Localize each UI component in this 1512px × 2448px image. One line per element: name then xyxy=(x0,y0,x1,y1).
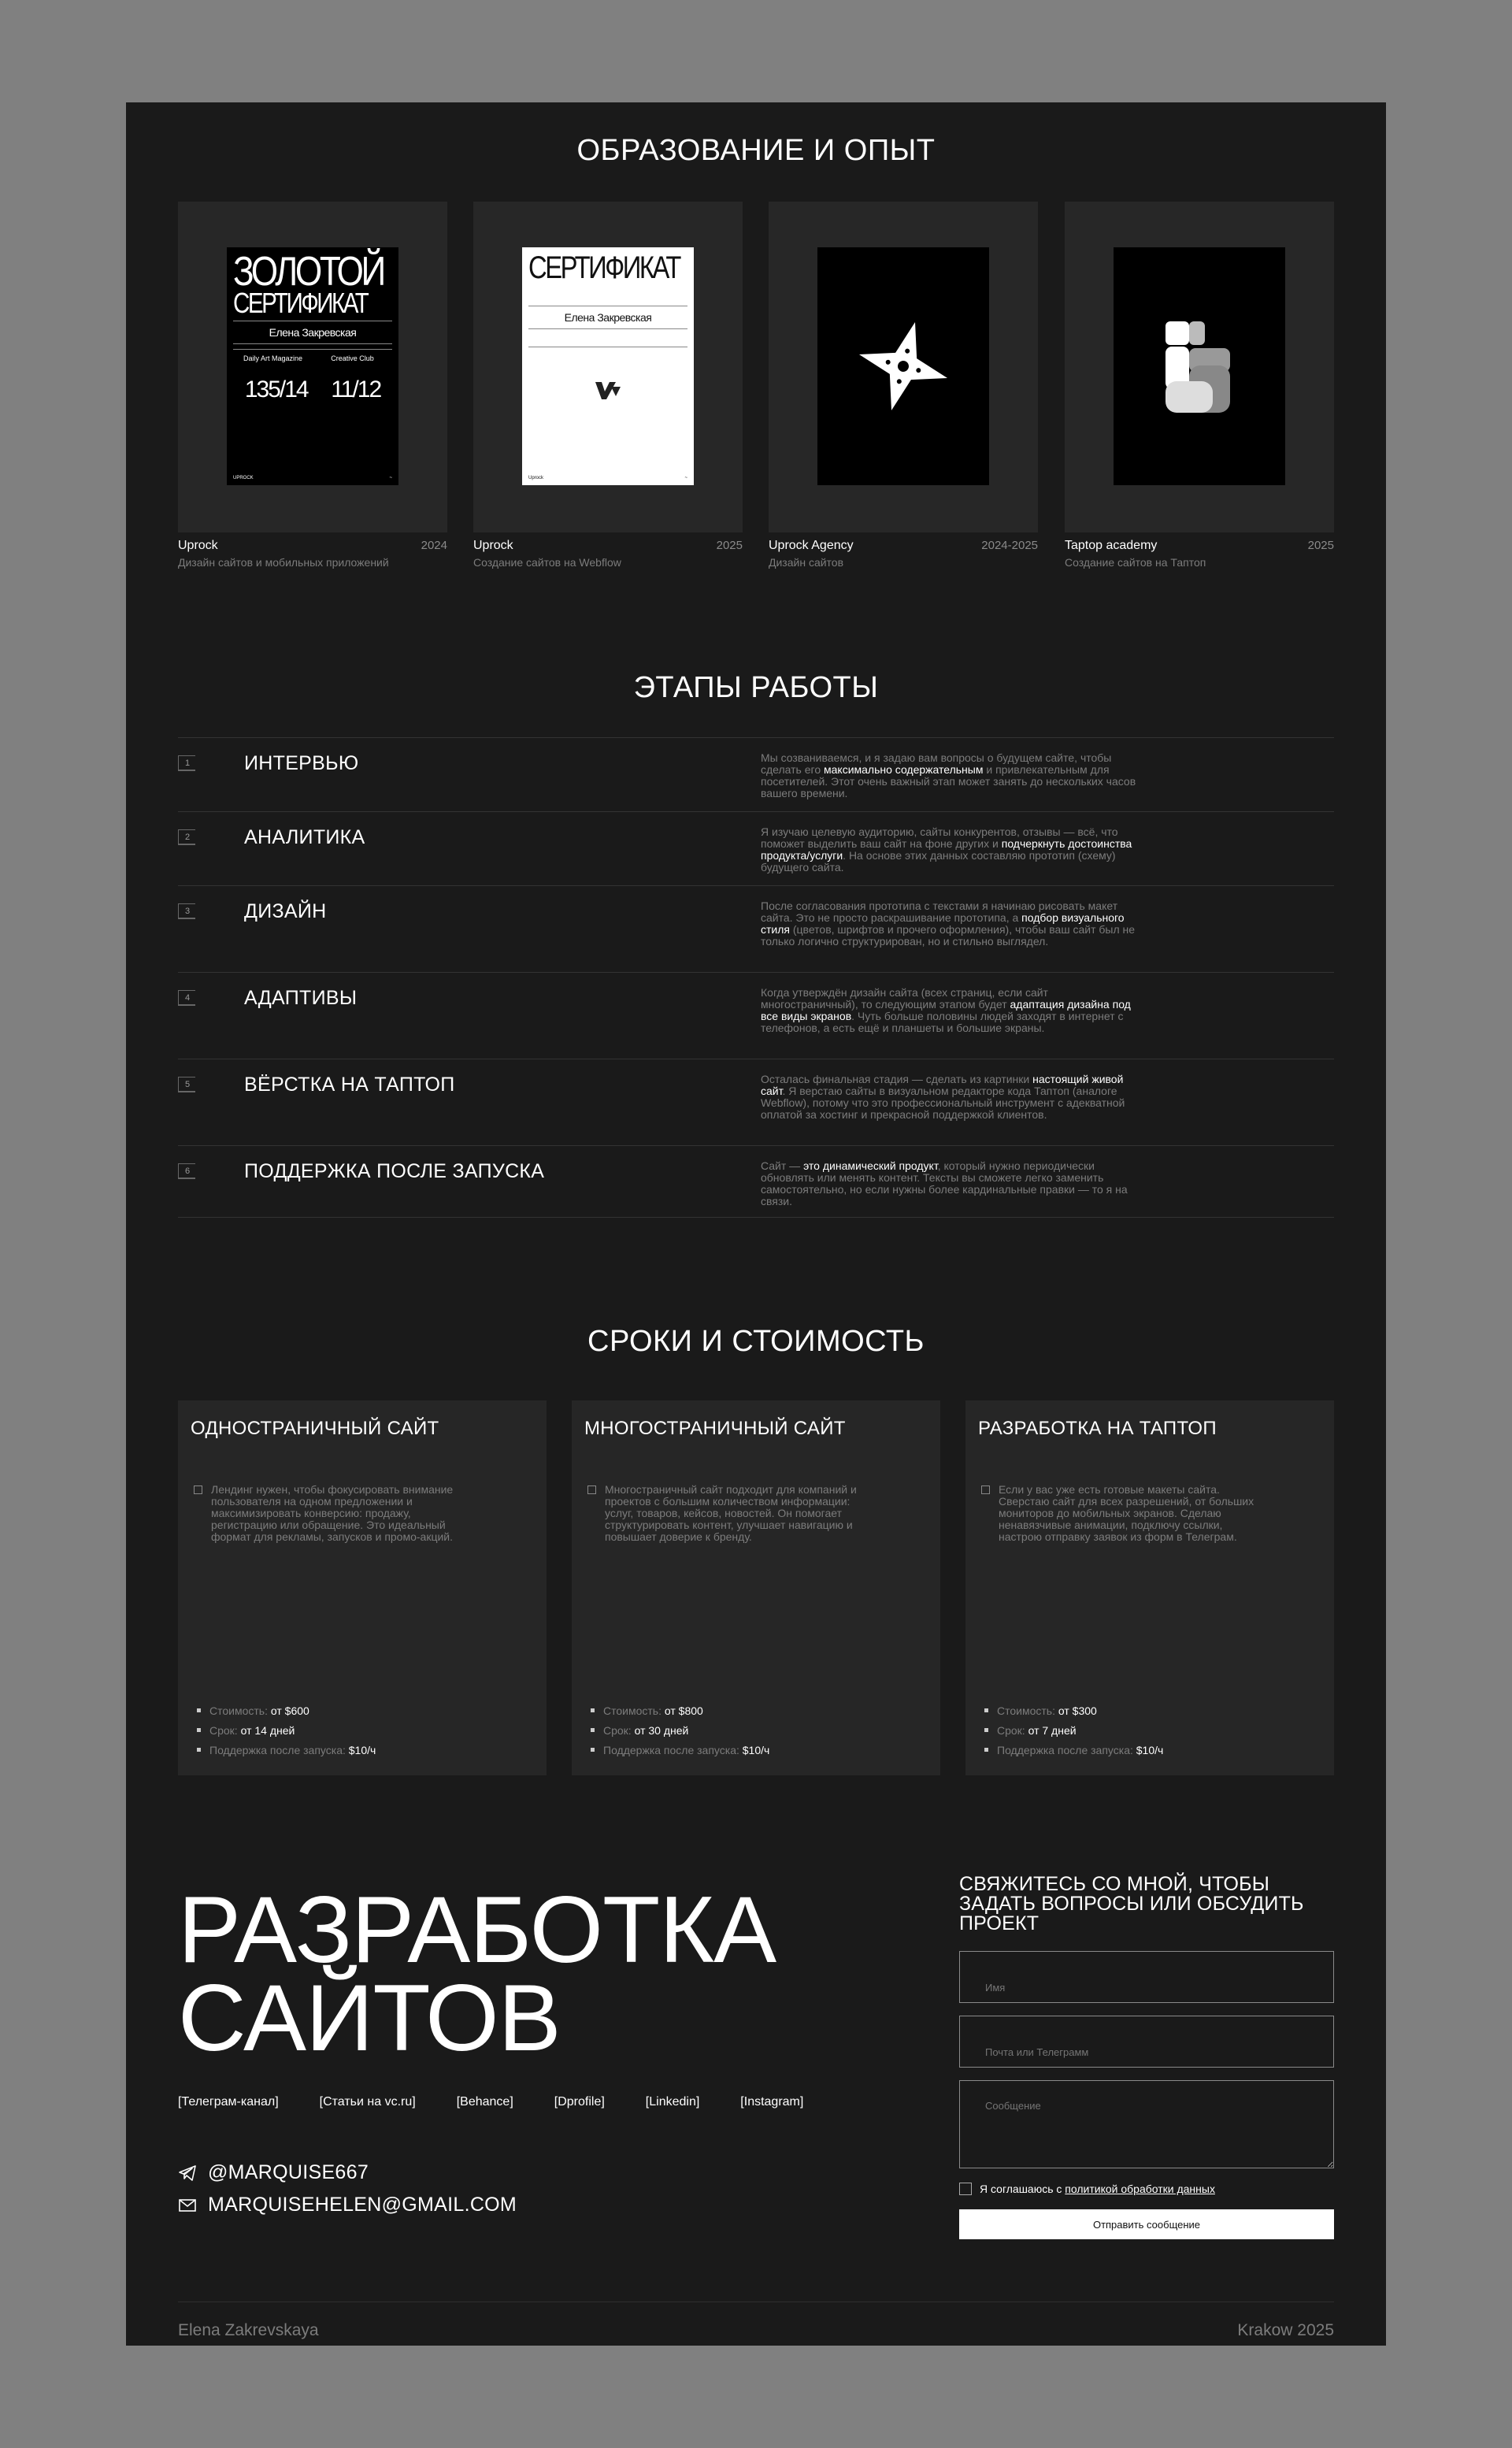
consent-text: Я соглашаюсь с политикой обработки данных xyxy=(980,2183,1215,2195)
stage-number: 2 xyxy=(178,829,195,845)
footer xyxy=(178,2301,1334,2340)
consent-row xyxy=(959,2183,1334,2195)
link-telegram-channel[interactable]: [Телеграм-канал] xyxy=(178,2095,279,2109)
page-container xyxy=(126,102,1386,2346)
consent-checkbox[interactable] xyxy=(959,2183,972,2195)
telegram-contact[interactable] xyxy=(178,2161,369,2184)
stage-name: АНАЛИТИКА xyxy=(244,826,365,848)
stage-name: АДАПТИВЫ xyxy=(244,987,358,1009)
stage-description: Мы созваниваемся, и я задаю вам вопросы о будущем сайте, чтобы сделать его максимально содержательным и привлекательным для посетителей. Этот очень важный этап может занять до нескольких часов вашего времени. xyxy=(761,751,1136,799)
link-vc-articles[interactable]: [Статьи на vc.ru] xyxy=(319,2095,416,2109)
education-year: 2024-2025 xyxy=(981,539,1038,552)
white-certificate-image: СЕРТИФИКАТ Елена Закревская Uprock ~ xyxy=(522,247,694,485)
education-desc: Дизайн сайтов и мобильных приложений xyxy=(178,556,389,569)
stage-name: ПОДДЕРЖКА ПОСЛЕ ЗАПУСКА xyxy=(244,1160,545,1182)
link-dprofile[interactable]: [Dprofile] xyxy=(554,2095,605,2109)
education-title: ОБРАЗОВАНИЕ И ОПЫТ xyxy=(576,134,936,167)
stage-number: 6 xyxy=(178,1163,195,1179)
stage-row xyxy=(178,811,1334,885)
email-contact[interactable] xyxy=(178,2194,517,2216)
name-input[interactable] xyxy=(959,1951,1334,2003)
education-card[interactable] xyxy=(473,202,743,569)
price-support: Поддержка после запуска: $10/ч xyxy=(195,1744,376,1756)
cert-num: 135/14 xyxy=(244,376,308,403)
education-year: 2024 xyxy=(421,539,447,552)
pricing-title: СРОКИ И СТОИМОСТЬ xyxy=(587,1325,925,1358)
hero-title xyxy=(178,1877,776,2071)
cert-name: Елена Закревская xyxy=(564,311,652,324)
education-card[interactable] xyxy=(178,202,447,569)
price-card-details xyxy=(589,1697,769,1756)
stage-number: 3 xyxy=(178,903,195,919)
education-desc: Дизайн сайтов xyxy=(769,556,844,569)
stage-row xyxy=(178,1145,1334,1218)
price-card xyxy=(178,1400,547,1775)
price-card-description: Лендинг нужен, чтобы фокусировать внимание пользователя на одном предложении и максимизировать конверсию: продажу, регистрацию или обращение. Это идеальный формат для рекламы, запусков и промо-акций. xyxy=(194,1484,469,1543)
stage-row xyxy=(178,885,1334,972)
education-card[interactable] xyxy=(1065,202,1334,569)
shuriken-icon xyxy=(817,247,989,485)
stage-name: ВЁРСТКА НА ТАПТОП xyxy=(244,1074,455,1096)
price-term: Срок: от 30 дней xyxy=(589,1724,769,1737)
price-term: Срок: от 7 дней xyxy=(983,1724,1163,1737)
stage-row xyxy=(178,1059,1334,1145)
education-thumb xyxy=(769,202,1038,532)
taptop-logo-icon xyxy=(1114,247,1285,485)
contact-section xyxy=(178,1875,1334,2346)
stage-number: 5 xyxy=(178,1077,195,1092)
education-section xyxy=(178,134,1334,569)
message-input[interactable] xyxy=(959,2080,1334,2168)
education-grid xyxy=(178,202,1334,572)
pricing-grid xyxy=(178,1400,1334,1779)
cert-heading: ЗОЛОТОЙ xyxy=(233,249,384,295)
price-cost: Стоимость: от $300 xyxy=(983,1704,1163,1717)
footer-location: Krakow 2025 xyxy=(1237,2321,1334,2339)
cert-nums xyxy=(233,376,392,403)
education-thumb xyxy=(473,202,743,532)
price-card-description: Если у вас уже есть готовые макеты сайта. Сверстаю сайт для всех разрешений, от больших мониторов до мобильных экранов. Сделаю ненавязчивые анимации, подключу ссылки, настрою отправку заявок из форм в Телеграм. xyxy=(981,1484,1257,1543)
stages-section xyxy=(178,671,1334,1207)
stage-number: 4 xyxy=(178,990,195,1006)
contact-input[interactable] xyxy=(959,2016,1334,2068)
stage-description: Я изучаю целевую аудиторию, сайты конкурентов, отзывы — всё, что поможет выделить ваш сайт на фоне других и подчеркнуть достоинства продукта/услуги. На основе этих данных составляю прототип (схему) будущего сайта. xyxy=(761,825,1132,873)
education-card[interactable] xyxy=(769,202,1038,569)
price-card-title: ОДНОСТРАНИЧНЫЙ САЙТ xyxy=(191,1418,439,1439)
cert-col: Creative Club xyxy=(331,354,374,363)
education-year: 2025 xyxy=(716,539,743,552)
privacy-policy-link[interactable]: политикой обработки данных xyxy=(1065,2183,1215,2195)
uprock-logo-icon xyxy=(592,379,624,402)
contact-form xyxy=(959,1875,1334,2239)
education-org: Uprock xyxy=(473,539,513,552)
price-card xyxy=(572,1400,940,1775)
education-year: 2025 xyxy=(1307,539,1334,552)
social-links xyxy=(178,2095,803,2109)
submit-button[interactable]: Отправить сообщение xyxy=(959,2209,1334,2239)
stage-description: Сайт — это динамический продукт, который нужно периодически обновлять или менять контент. Тексты вы сможете легко заменить самостоятельно, но если нужны более кардинальные правки — то я на связи. xyxy=(761,1159,1128,1207)
stage-description: Когда утверждён дизайн сайта (всех страниц, если сайт многостраничный), то следующим этапом будет адаптация дизайна под все виды экранов. Чуть больше половины людей заходят в интернет с телефонов, а есть ещё и планшеты и большие экраны. xyxy=(761,986,1131,1034)
cert-brand: UPROCK xyxy=(233,476,254,480)
stages-title: ЭТАПЫ РАБОТЫ xyxy=(633,671,879,704)
cert-col: Daily Art Magazine xyxy=(243,354,303,363)
agency-image xyxy=(817,247,989,485)
telegram-handle: @MARQUISE667 xyxy=(208,2161,369,2183)
taptop-image xyxy=(1114,247,1285,485)
price-term: Срок: от 14 дней xyxy=(195,1724,376,1737)
education-thumb xyxy=(1065,202,1334,532)
price-card-title: МНОГОСТРАНИЧНЫЙ САЙТ xyxy=(584,1418,846,1439)
link-linkedin[interactable]: [Linkedin] xyxy=(645,2095,700,2109)
stage-row xyxy=(178,972,1334,1059)
education-org: Uprock xyxy=(178,539,218,552)
education-desc: Создание сайтов на Webflow xyxy=(473,556,621,569)
cert-brand: Uprock xyxy=(528,476,544,480)
price-support: Поддержка после запуска: $10/ч xyxy=(983,1744,1163,1756)
form-title: СВЯЖИТЕСЬ СО МНОЙ, ЧТОБЫ ЗАДАТЬ ВОПРОСЫ ИЛИ ОБСУДИТЬ ПРОЕКТ xyxy=(959,1873,1304,1934)
price-card-details xyxy=(195,1697,376,1756)
stage-name: ИНТЕРВЬЮ xyxy=(244,752,359,774)
price-card-details xyxy=(983,1697,1163,1756)
stage-number: 1 xyxy=(178,755,195,771)
cert-num: 11/12 xyxy=(331,376,381,403)
education-desc: Создание сайтов на Таптоп xyxy=(1065,556,1206,569)
hero-title-line: РАЗРАБОТКА xyxy=(178,1877,776,1983)
email-address: MARQUISEHELEN@GMAIL.COM xyxy=(208,2194,517,2216)
cert-heading: СЕРТИФИКАТ xyxy=(528,250,680,285)
price-cost: Стоимость: от $800 xyxy=(589,1704,769,1717)
cert-name: Елена Закревская xyxy=(269,326,357,339)
hero-title-line: САЙТОВ xyxy=(178,1965,561,2071)
link-behance[interactable]: [Behance] xyxy=(456,2095,513,2109)
mail-icon xyxy=(178,2196,197,2215)
cert-heading: СЕРТИФИКАТ xyxy=(233,286,368,319)
stage-list xyxy=(178,737,1334,1218)
price-card-title: РАЗРАБОТКА НА ТАПТОП xyxy=(978,1418,1217,1439)
stage-description: Осталась финальная стадия — сделать из картинки настоящий живой сайт. Я верстаю сайты в визуальном редакторе кода Таптоп (аналоге Webflow), потому что это профессиональный инструмент с адекватной оплатой за хостинг и прекрасной поддержкой клиентов. xyxy=(761,1073,1125,1121)
price-cost: Стоимость: от $600 xyxy=(195,1704,376,1717)
education-org: Uprock Agency xyxy=(769,539,854,552)
stage-description: После согласования прототипа с текстами я начинаю рисовать макет сайта. Это не просто раскрашивание прототипа, а подбор визуального стиля (цветов, шрифтов и прочего оформления), чтобы ваш сайт был не только логично структурирован, но и стильно выглядел. xyxy=(761,899,1136,948)
footer-author: Elena Zakrevskaya xyxy=(178,2321,319,2339)
cert-row xyxy=(233,354,392,362)
education-org: Taptop academy xyxy=(1065,539,1158,552)
gold-certificate-image: ЗОЛОТОЙ СЕРТИФИКАТ Елена Закревская Daily Art Magazine Creative Club 135/14 11/12 UPROCK ~ xyxy=(227,247,398,485)
price-support: Поддержка после запуска: $10/ч xyxy=(589,1744,769,1756)
telegram-icon xyxy=(178,2164,197,2183)
stage-name: ДИЗАЙН xyxy=(244,900,327,922)
stage-row xyxy=(178,737,1334,811)
price-card-description: Многостраничный сайт подходит для компаний и проектов с большим количеством информации: услуг, товаров, кейсов, новостей. Он помогает структурировать контент, улучшает навигацию и повышает доверие к бренду. xyxy=(587,1484,863,1543)
price-card xyxy=(965,1400,1334,1775)
link-instagram[interactable]: [Instagram] xyxy=(740,2095,804,2109)
pricing-section xyxy=(178,1325,1334,1756)
education-thumb xyxy=(178,202,447,532)
